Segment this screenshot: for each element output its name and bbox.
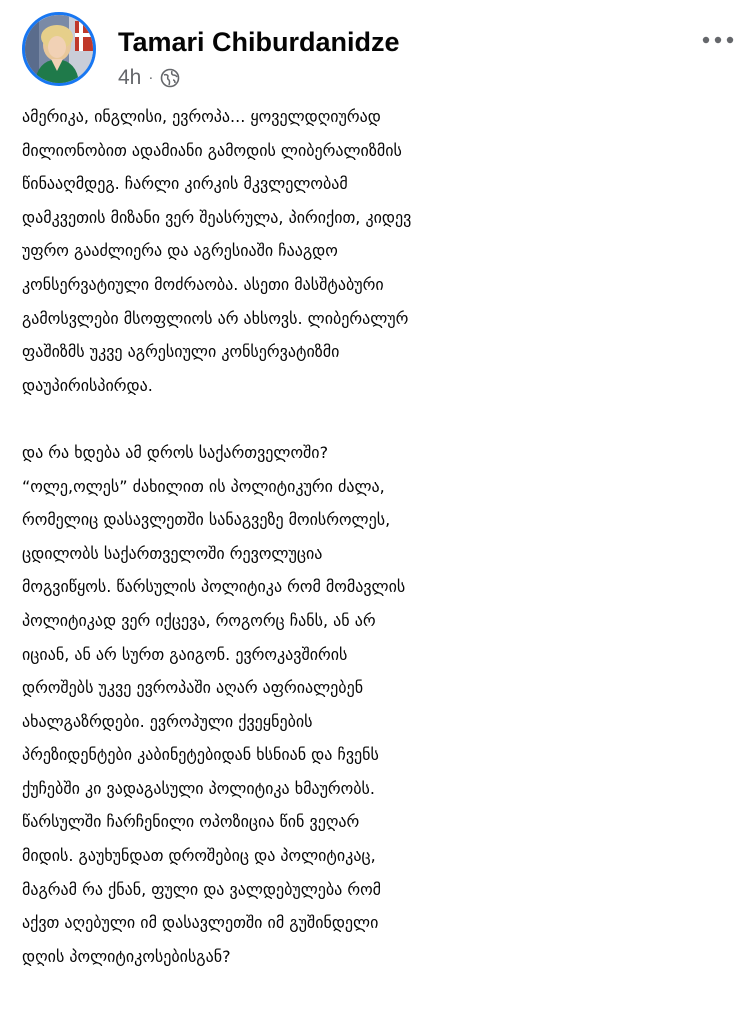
post-line: ახალგაზრდები. ევროპული ქვეყნების <box>22 711 313 731</box>
post-line: დროშებს უკვე ევროპაში აღარ აფრიალებენ <box>22 678 364 698</box>
post-line: პოლიტიკად ვერ იქცევა, როგორც ჩანს, ან არ <box>22 610 376 630</box>
post-line: იციან, ან არ სურთ გაიგონ. ევროკავშირის <box>22 644 348 664</box>
post-line: “ოლე,ოლეს” ძახილით ის პოლიტიკური ძალა, <box>22 476 385 496</box>
post-line: ქუჩებში კი ვადაგასული პოლიტიკა ხმაურობს. <box>22 778 375 798</box>
post-line: ცდილობს საქართველოში რევოლუცია <box>22 543 323 563</box>
post-line: დამკვეთის მიზანი ვერ შეასრულა, პირიქით, კიდევ <box>22 207 412 227</box>
more-options-button[interactable] <box>698 22 738 58</box>
post-timestamp[interactable]: 4h <box>118 66 142 89</box>
post-line: გამოსვლები მსოფლიოს არ ახსოვს. ლიბერალურ <box>22 308 409 328</box>
paragraph-gap <box>22 402 746 436</box>
post-line: მილიონობით ადამიანი გამოდის ლიბერალიზმის <box>22 140 402 160</box>
post-line: ამერიკა, ინგლისი, ევროპა... ყოველდღიურად <box>22 107 381 126</box>
avatar-photo <box>25 15 93 83</box>
post-line: წინააღმდეგ. ჩარლი კირკის მკვლელობამ <box>22 174 348 194</box>
post-line: პრეზიდენტები კაბინეტებიდან ხსნიან და ჩვენს <box>22 745 379 765</box>
globe-icon[interactable] <box>160 68 180 88</box>
post-header <box>22 12 738 92</box>
post-line: მაგრამ რა ქნან, ფული და ვალდებულება რომ <box>22 879 382 899</box>
post-line: უფრო გააძლიერა და აგრესიაში ჩააგდო <box>22 241 338 261</box>
post-line: და რა ხდება ამ დროს საქართველოში? <box>22 442 329 462</box>
meta-separator: · <box>148 69 154 86</box>
post-line: ფაშიზმს უკვე აგრესიული კონსერვატიზმი <box>22 342 340 362</box>
post-line: რომელიც დასავლეთში სანაგვეზე მოისროლეს, <box>22 510 391 530</box>
post-line: წარსულში ჩარჩენილი ოპოზიცია წინ ვეღარ <box>22 812 360 832</box>
post-meta <box>118 66 180 90</box>
post-line: მოგვიწყოს. წარსულის პოლიტიკა რომ მომავლის <box>22 577 406 597</box>
post-text <box>22 100 746 973</box>
post-line: დაუპირისპირდა. <box>22 375 153 395</box>
post-line: დღის პოლიტიკოსებისგან? <box>22 946 231 966</box>
post-line: კონსერვატიული მოძრაობა. ასეთი მასშტაბური <box>22 274 384 294</box>
avatar[interactable] <box>22 12 96 86</box>
post-line: აქვთ აღებული იმ დასავლეთში იმ გუშინდელი <box>22 913 379 933</box>
author-name[interactable]: Tamari Chiburdanidze <box>118 27 400 57</box>
post-line: მიდის. გაუხუნდათ დროშებიც და პოლიტიკაც, <box>22 846 376 866</box>
more-options-icon <box>701 35 735 45</box>
